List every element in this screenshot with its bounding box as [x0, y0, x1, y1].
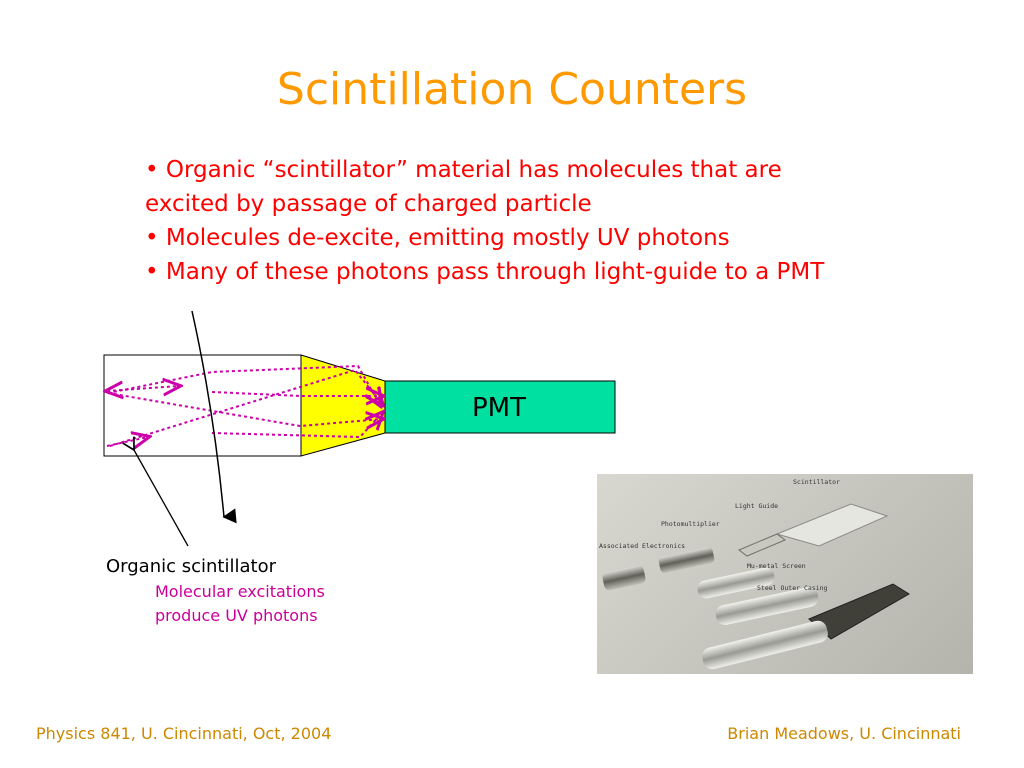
photomultiplier-tube [658, 547, 715, 574]
scintillator-block [104, 355, 301, 456]
bullet-line: • Organic “scintillator” material has molecules that are [145, 157, 782, 183]
counter-components-photo [597, 474, 973, 674]
bullet-line: excited by passage of charged particle [145, 191, 592, 217]
footer-course: Physics 841, U. Cincinnati, Oct, 2004 [36, 724, 332, 743]
scintillator-pointer [134, 450, 188, 546]
footer-author: Brian Meadows, U. Cincinnati [727, 724, 961, 743]
light-guide [301, 355, 385, 456]
excitation-label-line: produce UV photons [155, 606, 318, 625]
photo-label: Scintillator [793, 478, 840, 486]
electronics-unit [602, 565, 647, 591]
photo-label: Steel Outer Casing [757, 584, 828, 592]
photo-label: Associated Electronics [599, 542, 686, 550]
photo-label: Light Guide [735, 502, 779, 510]
scintillator-sheet [777, 504, 887, 546]
excitation-label-line: Molecular excitations [155, 582, 325, 601]
scintillator-label: Organic scintillator [106, 556, 276, 577]
pmt-label: PMT [472, 393, 526, 423]
light-guide-piece [739, 534, 785, 556]
bullet-line: • Many of these photons pass through light-guide to a PMT [145, 259, 825, 285]
bullet-line: • Molecules de-excite, emitting mostly UV photons [145, 225, 730, 251]
photo-drawing [597, 474, 973, 674]
assembled-counter [700, 619, 830, 671]
photo-label: Photomultiplier [661, 520, 720, 528]
mu-metal-screen [696, 566, 776, 600]
photo-label: Mu-metal Screen [747, 562, 806, 570]
slide-title: Scintillation Counters [276, 64, 748, 115]
excitation-label [155, 580, 325, 628]
